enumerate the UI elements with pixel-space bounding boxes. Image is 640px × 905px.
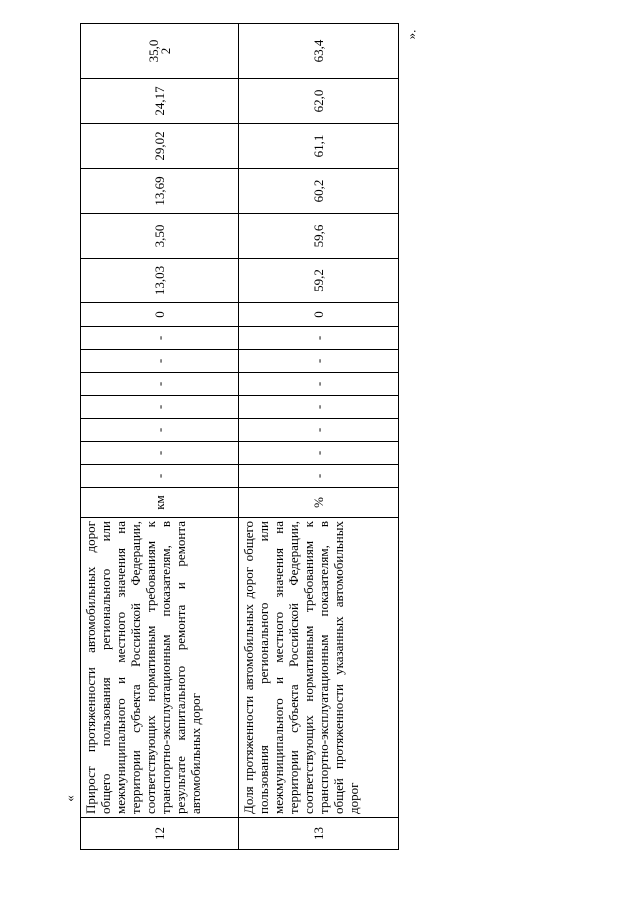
indicator-description: Прирост протяженности автомобильных дорог общего пользования регионального или межмуниципального и местного значения на территории субъекта Российской Федерации, соответствующих нормативным требованиям к транспортно-эксплуатационным показателям, в результате капитального ремонта и ремонта автомобильных дорог	[81, 518, 239, 818]
value-cell: -	[239, 327, 399, 350]
value-cell: 29,02	[81, 124, 239, 169]
value-cell: 61,1	[239, 124, 399, 169]
value-cell: -	[239, 350, 399, 373]
row-number: 12	[81, 818, 239, 850]
value-cell: 35,0 2	[81, 24, 239, 79]
value-cell: -	[239, 373, 399, 396]
value-cell: 3,50	[81, 214, 239, 259]
value-cell: 0	[239, 303, 399, 327]
value-cell: -	[81, 465, 239, 488]
value-cell: 13,03	[81, 259, 239, 303]
value-cell: -	[239, 419, 399, 442]
value-cell: 60,2	[239, 169, 399, 214]
value-cell: -	[81, 327, 239, 350]
table-row	[81, 24, 239, 850]
rotated-table-page	[80, 24, 398, 850]
value-cell: 59,2	[239, 259, 399, 303]
opening-quote: «	[61, 795, 77, 802]
closing-quote: ».	[403, 29, 419, 40]
value-cell: 59,6	[239, 214, 399, 259]
row-number: 13	[239, 818, 399, 850]
value-cell: 63,4	[239, 24, 399, 79]
value-cell: 13,69	[81, 169, 239, 214]
unit-cell: км	[81, 488, 239, 518]
value-cell: -	[239, 465, 399, 488]
value-cell: -	[239, 442, 399, 465]
value-cell: -	[81, 442, 239, 465]
value-cell: -	[81, 350, 239, 373]
indicators-table	[80, 23, 399, 850]
indicator-description: Доля протяженности автомобильных дорог общего пользования регионального или межмуниципального и местного значения на территории субъекта Российской Федерации, соответствующих нормативным требованиям к транспортно-эксплуатационным показателям, в общей протяженности указанных автомобильных дорог	[239, 518, 399, 818]
value-cell: 62,0	[239, 79, 399, 124]
value-cell: -	[81, 419, 239, 442]
value-cell: 0	[81, 303, 239, 327]
table-row	[239, 24, 399, 850]
unit-cell: %	[239, 488, 399, 518]
value-cell: -	[81, 396, 239, 419]
value-cell: -	[81, 373, 239, 396]
value-cell: -	[239, 396, 399, 419]
value-cell: 24,17	[81, 79, 239, 124]
